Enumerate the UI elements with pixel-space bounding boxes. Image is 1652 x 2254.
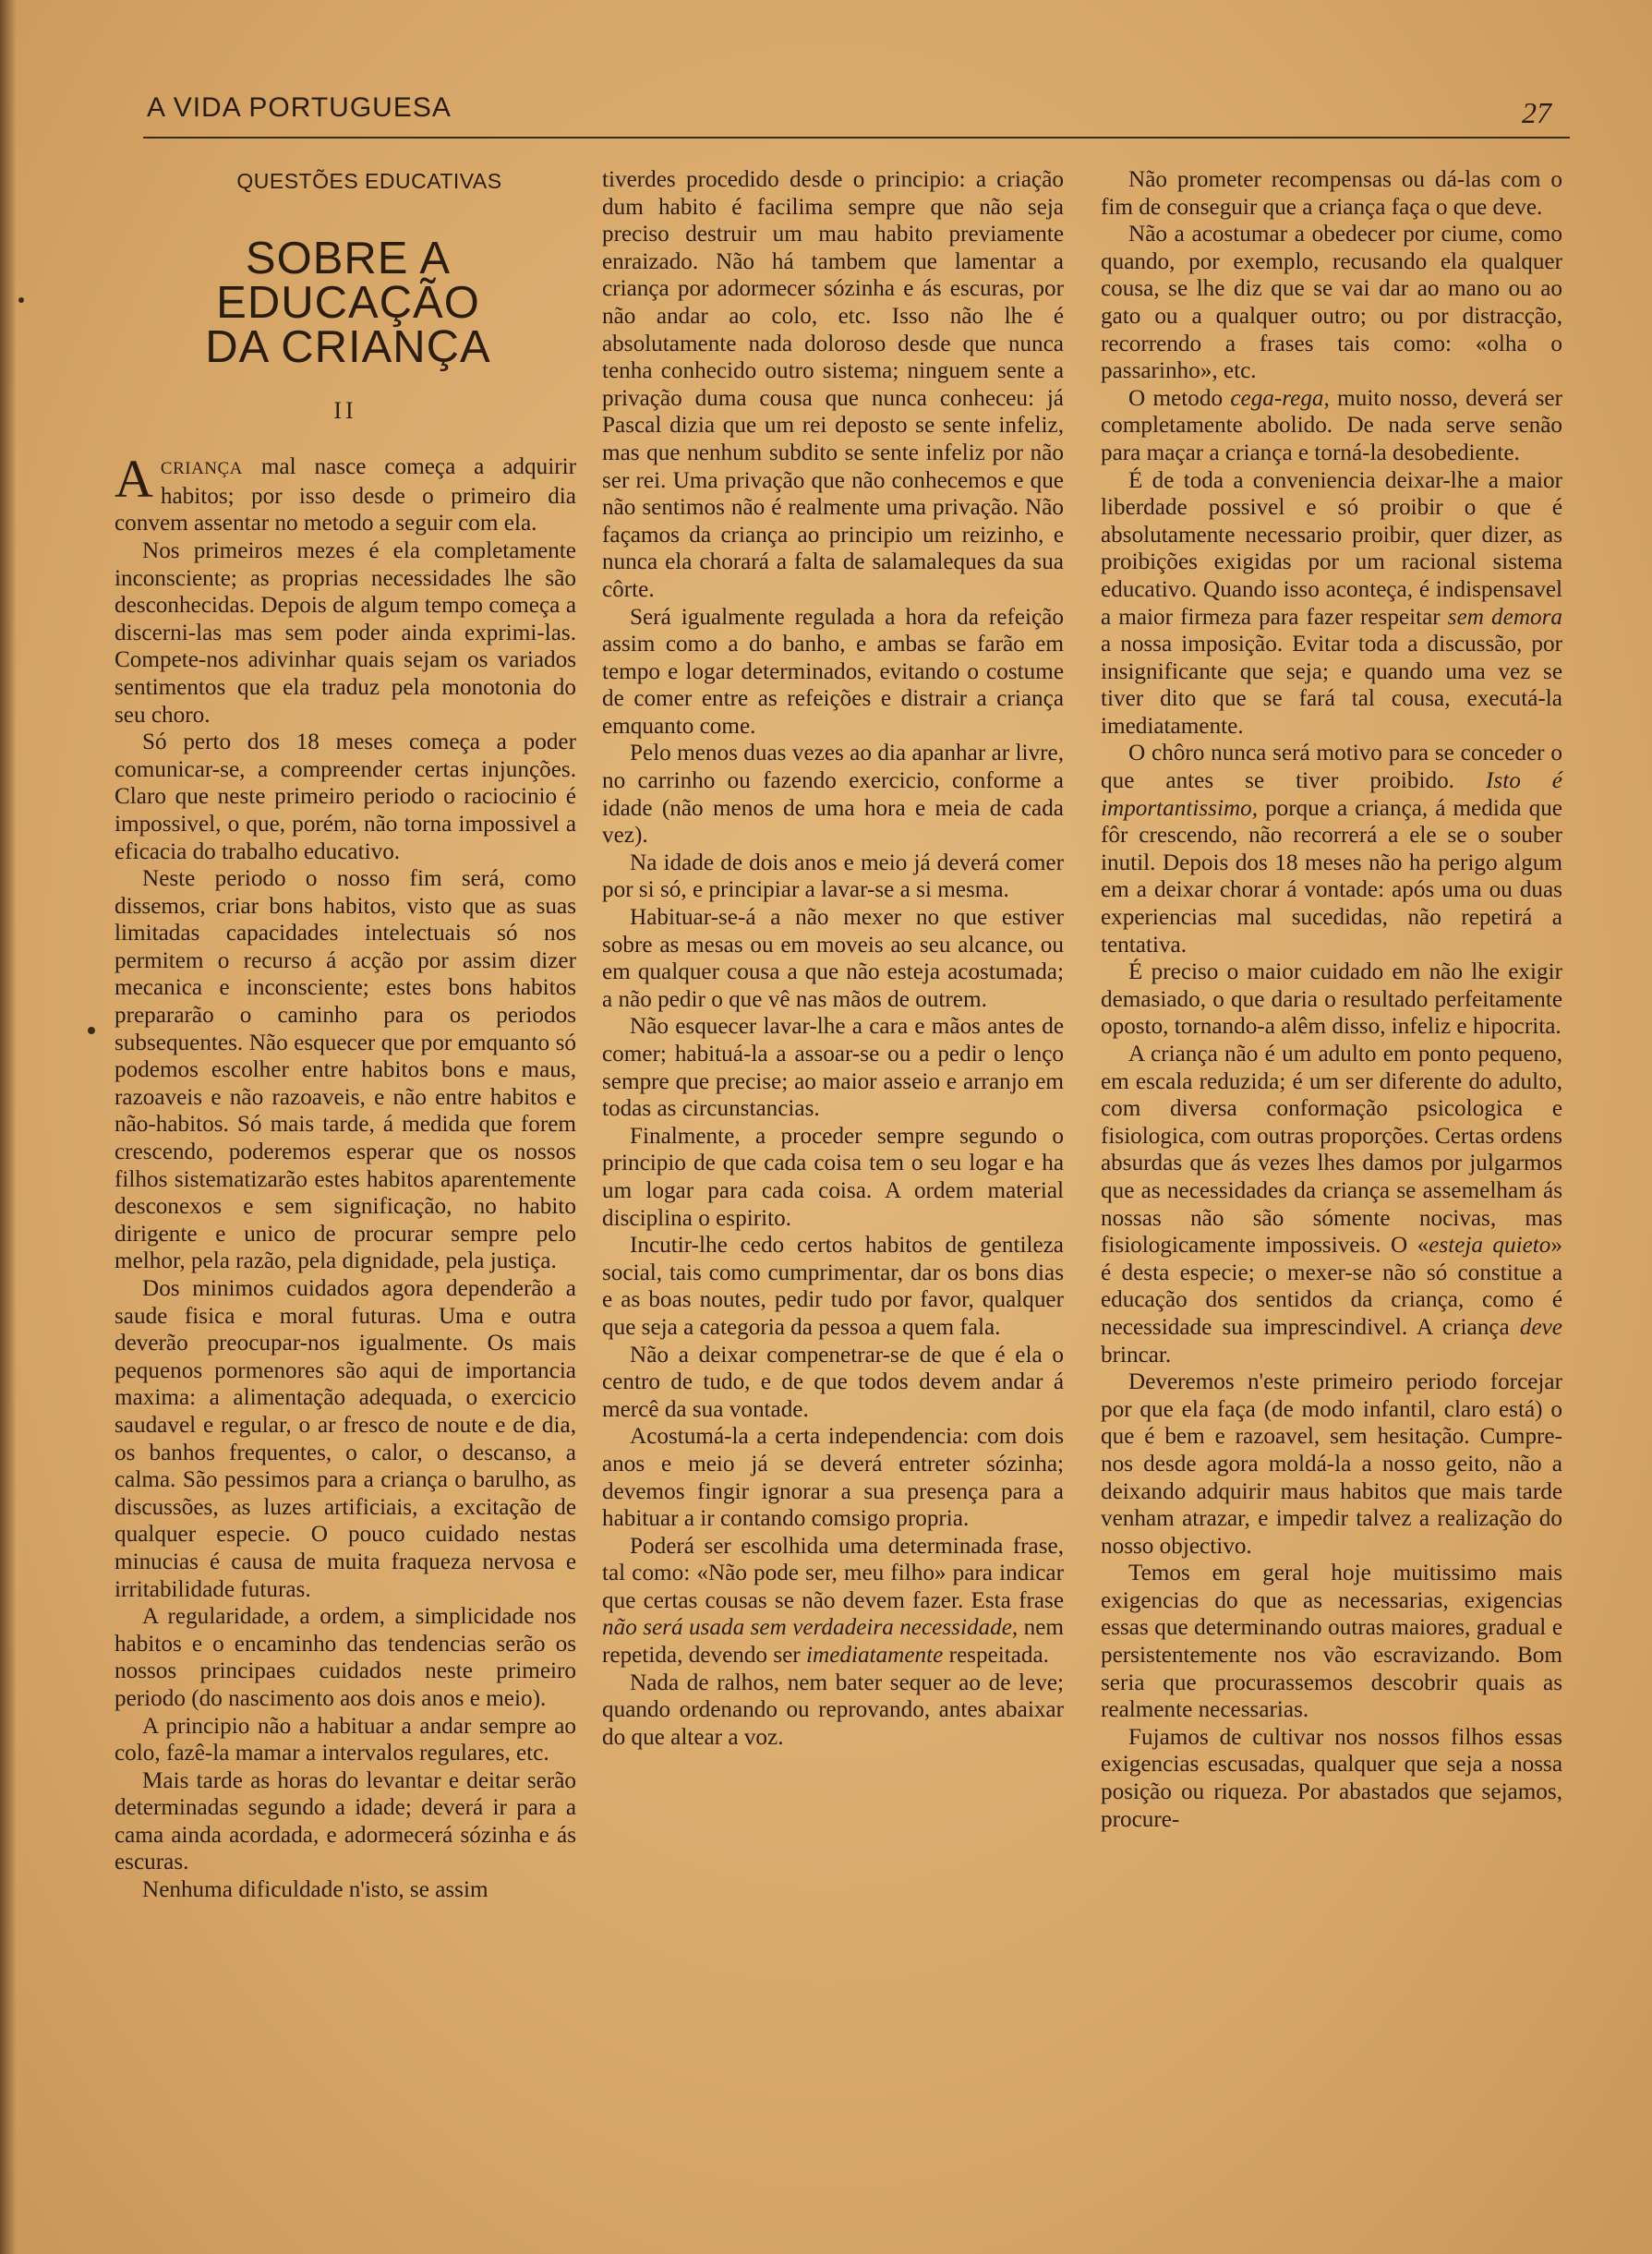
opening-paragraph-text: mal nasce começa a adquirir habitos; por isso desde o primeiro dia convem assentar no metodo a seguir com ela. [115,454,576,536]
italic-text: cega-rega, [1230,385,1330,411]
article-title-line-1: SOBRE A EDUCAÇÃO [216,233,480,328]
paragraph: Não esquecer lavar-lhe a cara e mãos antes de comer; habituá-la a assoar-se ou a pedir o lenço sempre que precise; ao maior asseio e arranjo em todas as circunstancias. [602,1014,1064,1122]
paragraph [1101,385,1562,467]
text: porque a criança, á medida que fôr crescendo, não recorrerá a ele se o souber inutil. Depois dos 18 meses não ha perigo algum em a deixar chorar á vontade: após uma ou duas experiencias mal sucedidas, não repetirá a tentativa. [1101,795,1562,958]
paragraph: Finalmente, a proceder sempre segundo o principio de que cada coisa tem o seu logar e ha um logar para cada coisa. A ordem material disciplina o espirito. [602,1123,1064,1231]
paragraph [1101,1041,1562,1368]
paragraph: Na idade de dois anos e meio já deverá comer por si só, e principiar a lavar-se a si mesma. [602,850,1064,903]
paragraph [602,1533,1064,1669]
paragraph: A regularidade, a ordem, a simplicidade nos habitos e o encaminho das tendencias serão os nossos principaes cuidados neste primeiro periodo (do nascimento aos dois anos e meio). [115,1604,576,1711]
paragraph: Mais tarde as horas do levantar e deitar serão determinadas segundo a idade; deverá ir para a cama ainda acordada, e adormecerá sózinha e ás escuras. [115,1767,576,1875]
italic-text: Isto é importantissimo, [1101,768,1562,821]
column-1 [115,166,576,1904]
article-title-line-2: DA CRIANÇA [205,321,491,372]
opening-paragraph [115,449,576,537]
paragraph: Neste periodo o nosso fim será, como dissemos, criar bons habitos, visto que as suas limitadas capacidades intelectuais só nos permitem o recurso á acção por assim dizer mecanica e inconsciente; estes bons habitos prepararão o caminho para os periodos subsequentes. Não esquecer que por emquanto só podemos escolher entre habitos bons e maus, razoaveis e não razoaveis, e não entre habitos e não-habitos. Só mais tarde, á medida que forem crescendo, poderemos esperar que os nossos filhos sistematizarão estes habitos aparentemente desconexos e sem significação, no habito dirigente e unico de procurar sempre pelo melhor, pela razão, pela dignidade, pela justiça. [115,866,576,1274]
paragraph [1101,740,1562,958]
text: » é desta especie; o mexer-se não só constitue a educação dos sentidos da criança, como é necessidade sua imprescindivel. A criança [1101,1233,1562,1340]
italic-text: não será usada sem verdadeira necessidade, [602,1615,1019,1641]
paragraph: Habituar-se-á a não mexer no que estiver sobre as mesas ou em moveis ao seu alcance, ou em qualquer cousa a que não esteja acostumada; a não pedir o que vê nas mãos de outrem. [602,905,1064,1012]
article-title [120,233,576,372]
paragraph: A principio não a habituar a andar sempre ao colo, fazê-la mamar a intervalos regulares, etc. [115,1713,576,1766]
paragraph: Dos minimos cuidados agora dependerão a saude fisica e moral futuras. Uma e outra deverão preocupar-nos igualmente. Os mais pequenos pormenores são aqui de importancia maxima: a alimentação adequada, o exercicio saudavel e regular, o ar fresco de noute e de dia, os banhos frequentes, o calor, o descanso, a calma. São pessimos para a criança o barulho, as discussões, as luzes artificiais, a excitação de qualquer especie. O pouco cuidado nestas minucias é causa de muita fraqueza nervosa e irritabilidade futuras. [115,1276,576,1602]
text: Poderá ser escolhida uma determinada frase, tal como: «Não pode ser, meu filho» para indicar que certas cousas se não devem fazer. Esta frase [602,1533,1064,1613]
text: O chôro nunca será motivo para se conceder o que antes se tiver proibido. [1101,741,1562,794]
print-speck [18,297,24,303]
paragraph: Incutir-lhe cedo certos habitos de gentileza social, tais como cumprimentar, dar os bons dias e as boas noutes, pedir tudo por favor, qualquer que seja a categoria da pessoa a quem fala. [602,1233,1064,1340]
paragraph: Só perto dos 18 meses começa a poder comunicar-se, a compreender certas injunções. Claro que neste primeiro periodo o raciocinio é impossivel, o que, porém, não torna impossivel a eficacia do trabalho educativo. [115,729,576,864]
paragraph: Nada de ralhos, nem bater sequer ao de leve; quando ordenando ou reprovando, antes abaixar do que altear a voz. [602,1669,1064,1750]
paragraph: Não prometer recompensas ou dá-las com o fim de conseguir que a criança faça o que deve. [1101,167,1562,220]
text: A criança não é um adulto em ponto pequeno, em escala reduzida; é um ser diferente do adulto, com diversa conformação psicologica e fisiologica, com outras proporções. Certas ordens absurdas que ás vezes lhes damos por julgarmos que as necessidades da criança se assemelham ás nossas não são sómente nocivas, mas fisiologicamente impossiveis. O « [1101,1042,1562,1259]
text: respeitada. [943,1643,1049,1669]
italic-text: sem demora [1447,604,1563,630]
paragraph: Não a deixar compenetrar-se de que é ela o centro de tudo, e de que todos devem andar á mercê da sua vontade. [602,1342,1064,1422]
paragraph: Não a acostumar a obedecer por ciume, como quando, por exemplo, recusando ela qualquer cousa, se lhe diz que se vai dar ao mano ou ao gato ou a qualquer outro; ou por distracção, recorrendo a frases tais como: «olha o passarinho», etc. [1101,222,1562,384]
italic-text: deve [1519,1314,1562,1340]
text: muito nosso, deverá ser completamente abolido. De nada serve senão para maçar a criança e torná-la desobediente. [1101,385,1562,465]
paragraph: Acostumá-la a certa independencia: com dois anos e meio já se deverá entreter sózinha; devemos fingir ignorar a sua presença para a habituar a ir contando comsigo propria. [602,1424,1064,1532]
print-speck [88,1027,95,1034]
italic-text: esteja quieto [1429,1233,1551,1259]
text: a nossa imposição. Evitar toda a discussão, por insignificante que seja; e quando uma vez se tiver dito que se fará tal cousa, executá-la imediatamente. [1101,632,1562,739]
page-number: 27 [1522,96,1551,129]
paragraph: Pelo menos duas vezes ao dia apanhar ar livre, no carrinho ou fazendo exercicio, conforme a idade (não menos de uma hora e meia de cada vez). [602,741,1064,849]
running-head: A VIDA PORTUGUESA [147,92,452,123]
paragraph: Será igualmente regulada a hora da refeição assim como a do banho, e ambas se farão em tempo e logar determinados, evitando o costume de comer entre as refeições e distrair a criança emquanto come. [602,604,1064,739]
paragraph: Nenhuma dificuldade n'isto, se assim [142,1877,488,1903]
text: O metodo [1128,385,1231,411]
page-header [143,89,1570,139]
paragraph [1101,467,1562,741]
paragraph: Deveremos n'este primeiro periodo forcejar por que ela faça (de modo infantil, claro está) o que é bem e razoavel, sem hesitação. Cumpre-nos desde agora moldá-la a nosso geito, não a deixando adquirir maus habitos que mais tarde venham atrazar, e impedir talvez a realização do nosso objectivo. [1101,1369,1562,1559]
column-3 [1101,166,1562,1833]
section-label: QUESTÕES EDUCATIVAS [236,169,502,193]
paragraph: Nos primeiros mezes é ela completamente inconsciente; as proprias necessidades lhe são desconhecidas. Depois de algum tempo começa a discerni-las mas sem poder ainda exprimi-las. Compete-nos adivinhar quais sejam os variados sentimentos que ela traduz pela monotonia do seu choro. [115,537,576,728]
paragraph: Temos em geral hoje muitissimo mais exigencias do que as necessarias, exigencias essas que determinando outras maiores, gradual e persistentemente nos vão escravizando. Bom seria que procurassemos descobrir quais as realmente necessarias. [1101,1561,1562,1723]
small-caps-word: CRIANÇA [160,459,243,479]
page-binding-edge [0,0,17,2254]
paragraph: É preciso o maior cuidado em não lhe exigir demasiado, o que daria o resultado perfeitamente oposto, tornando-a alêm disso, infeliz e hipocrita. [1101,959,1562,1040]
column-2 [602,166,1064,1751]
part-number: II [333,396,357,424]
paragraph: Fujamos de cultivar nos nossos filhos essas exigencias escusadas, qualquer que seja a nossa posição ou riqueza. Por abastados que sejamos, procure- [1101,1724,1562,1832]
italic-text: imediatamente [806,1643,944,1669]
text: É de toda a conveniencia deixar-lhe a maior liberdade possivel e só proibir o que é absolutamente necessario proibir, quer dizer, as proibições exigidas por um racional sistema educativo. Quando isso aconteça, é indispensavel a maior firmeza para fazer respeitar [1101,467,1562,630]
text: nem repetida, devendo ser [602,1615,1064,1669]
drop-cap: A [115,449,153,510]
text: brincar. [1101,1342,1172,1368]
paragraph-continued: tiverdes procedido desde o principio: a criação dum habito é facilima sempre que não seja preciso destruir um mau habito previamente enraizado. Não há tambem que lamentar a criança por adormecer sózinha e ás escuras, por não andar ao colo, etc. Isso não lhe é absolutamente nada doloroso desde que nunca tenha conhecido outro sistema; ninguem sente a privação duma cousa que nunca conheceu: já Pascal dizia que um rei deposto se sente infeliz, mas que nenhum subdito se sente infeliz por não ser rei. Uma privação que não conhecemos e que não sentimos não é realmente uma privação. Não façamos da criança ao principio um reizinho, e nunca ela chorará a falta de salamaleques da sua côrte. [602,167,1064,602]
